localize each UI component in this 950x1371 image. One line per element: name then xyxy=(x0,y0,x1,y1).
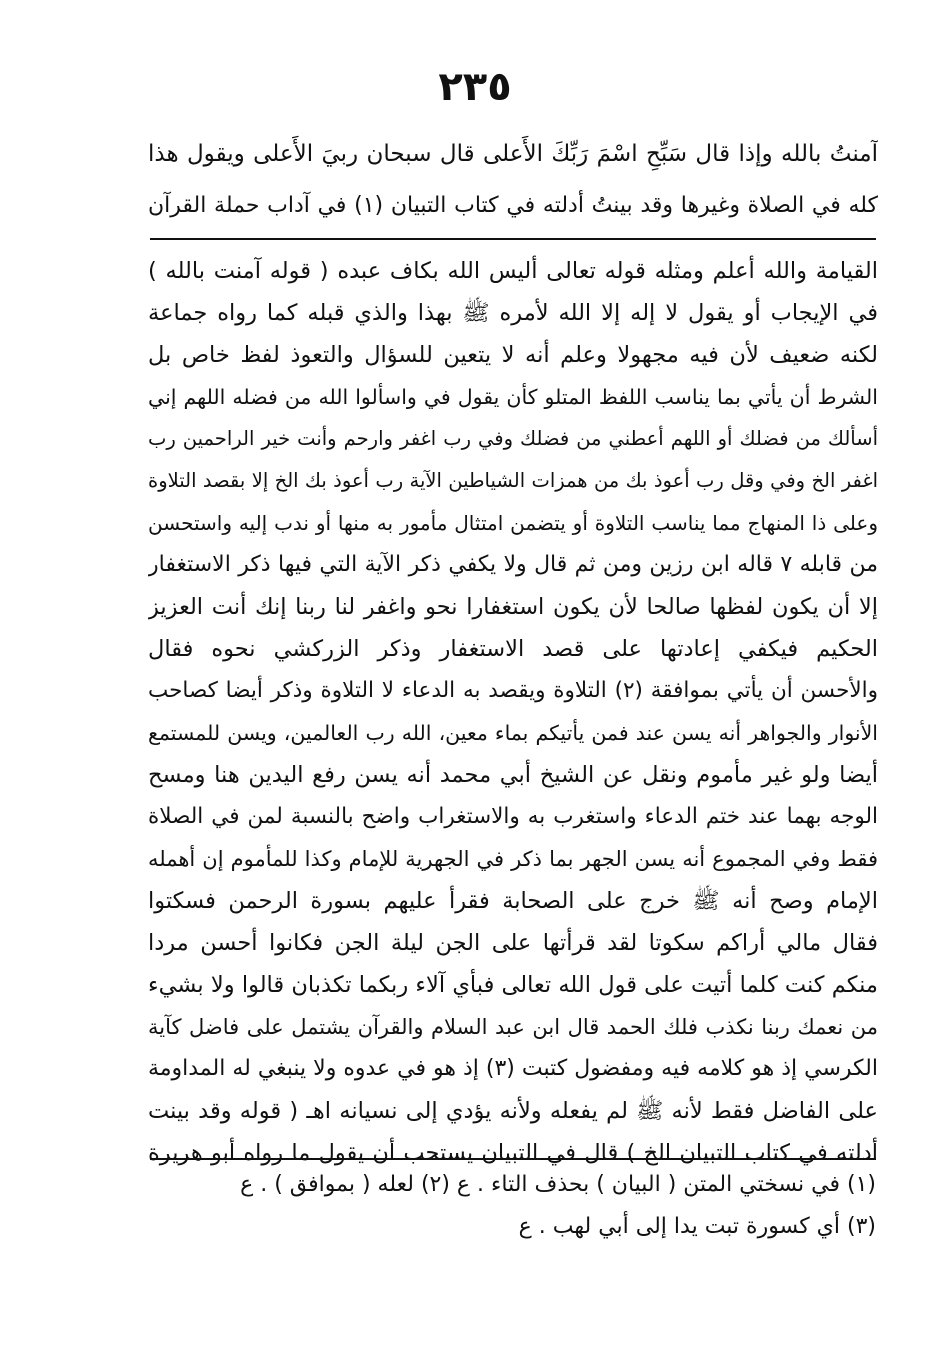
separator-rule xyxy=(150,238,876,240)
commentary-line: الحكيم فيكفي إعادتها على قصد الاستغفار وذكر الزركشي نحوه فقال xyxy=(148,636,878,662)
commentary-line: فقط وفي المجموع أنه يسن الجهر بما ذكر في الجهرية للإمام وكذا للمأموم إن أهمله xyxy=(148,847,878,871)
commentary-line: الكرسي إذ هو كلامه فيه ومفضول كتبت (٣) إذ هو في عدوه ولا ينبغي له المداومة xyxy=(148,1056,878,1081)
commentary-line: وعلى ذا المنهاج مما يناسب التلاوة أو يتضمن امتثال مأمور به منها أو ندب إليه واستحسن xyxy=(148,511,878,535)
commentary-line: من نعمك ربنا نكذب فلك الحمد قال ابن عبد السلام والقرآن يشتمل على فاضل كآية xyxy=(148,1015,878,1039)
commentary-line: في الإيجاب أو يقول لا إله إلا الله لأمره ﷺ بهذا والذي قبله كما رواه جماعة xyxy=(148,300,878,326)
commentary-line: أسألك من فضلك أو اللهم أعطني من فضلك وفي رب اغفر وارحم وأنت خير الراحمين رب xyxy=(148,427,878,450)
commentary-line: أدلته في كتاب التبيان الخ ) قال في التبيان يستحب أن يقول ما رواه أبو هريرة xyxy=(148,1140,878,1166)
commentary-line: الإمام وصح أنه ﷺ خرج على الصحابة فقرأ عليهم بسورة الرحمن فسكتوا xyxy=(148,888,878,914)
commentary-line: الشرط أن يأتي بما يناسب اللفظ المتلو كأن يقول في واسألوا الله من فضله اللهم إني xyxy=(148,385,878,409)
commentary-line: فقال مالي أراكم سكوتا لقد قرأتها على الجن ليلة الجن فكانوا أحسن مردا xyxy=(148,930,878,956)
footnote-separator-rule xyxy=(150,1158,876,1160)
commentary-line: إلا أن يكون لفظها صالحا لأن يكون استغفارا نحو واغفر لنا ربنا إنك أنت العزيز xyxy=(148,594,878,620)
commentary-text xyxy=(148,250,878,1174)
commentary-line: اغفر الخ وفي وقل رب أعوذ بك من همزات الشياطين الآية رب أعوذ بك الخ إلا بقصد التلاوة xyxy=(148,469,878,492)
commentary-line: من قابله ٧ قاله ابن رزين ومن ثم قال ولا يكفي ذكر الآية التي فيها ذكر الاستغفار xyxy=(148,552,878,577)
commentary-line: على الفاضل فقط لأنه ﷺ لم يفعله ولأنه يؤدي إلى نسيانه اهـ ( قوله وقد بينت xyxy=(148,1098,878,1124)
footnotes xyxy=(150,1164,876,1248)
commentary-line: والأحسن أن يأتي بموافقة (٢) التلاوة ويقصد به الدعاء لا التلاوة وذكر أيضا كصاحب xyxy=(148,678,878,703)
commentary-line: منكم كنت كلما أتيت على قول الله تعالى فبأي آلاء ربكما تكذبان قالوا ولا بشيء xyxy=(148,972,878,998)
commentary-line: الوجه بهما عند ختم الدعاء واستغرب به والاستغراب واضح بالنسبة لمن في الصلاة xyxy=(148,804,878,829)
main-text xyxy=(148,128,878,232)
commentary-line: أيضا ولو غير مأموم ونقل عن الشيخ أبي محمد أنه يسن رفع اليدين هنا ومسح xyxy=(148,762,878,788)
main-text-line: كله في الصلاة وغيرها وقد بينتُ أدلته في كتاب التبيان (١) في آداب حملة القرآن xyxy=(148,193,878,218)
commentary-line: القيامة والله أعلم ومثله قوله تعالى أليس الله بكاف عبده ( قوله آمنت بالله ) xyxy=(148,258,878,284)
main-text-line: آمنتُ بالله وإذا قال سَبِّحِ اسْمَ رَبِّكَ الأَعلى قال سبحان ربيَ الأَعلى ويقول هذا xyxy=(148,141,878,167)
commentary-line: لكنه ضعيف لأن فيه مجهولا وعلم أنه لا يتعين للسؤال والتعوذ لفظ خاص بل xyxy=(148,342,878,368)
footnote-line: (٣) أي كسورة تبت يدا إلى أبي لهب . ع xyxy=(518,1214,876,1239)
commentary-line: الأنوار والجواهر أنه يسن عند فمن يأتيكم بماء معين، الله رب العالمين، ويسن للمستمع xyxy=(148,721,878,745)
page-number: ٢٣٥ xyxy=(438,64,512,110)
footnote-line: (١) في نسختي المتن ( البيان ) بحذف التاء . ع (٢) لعله ( بموافق ) . ع xyxy=(240,1172,876,1197)
